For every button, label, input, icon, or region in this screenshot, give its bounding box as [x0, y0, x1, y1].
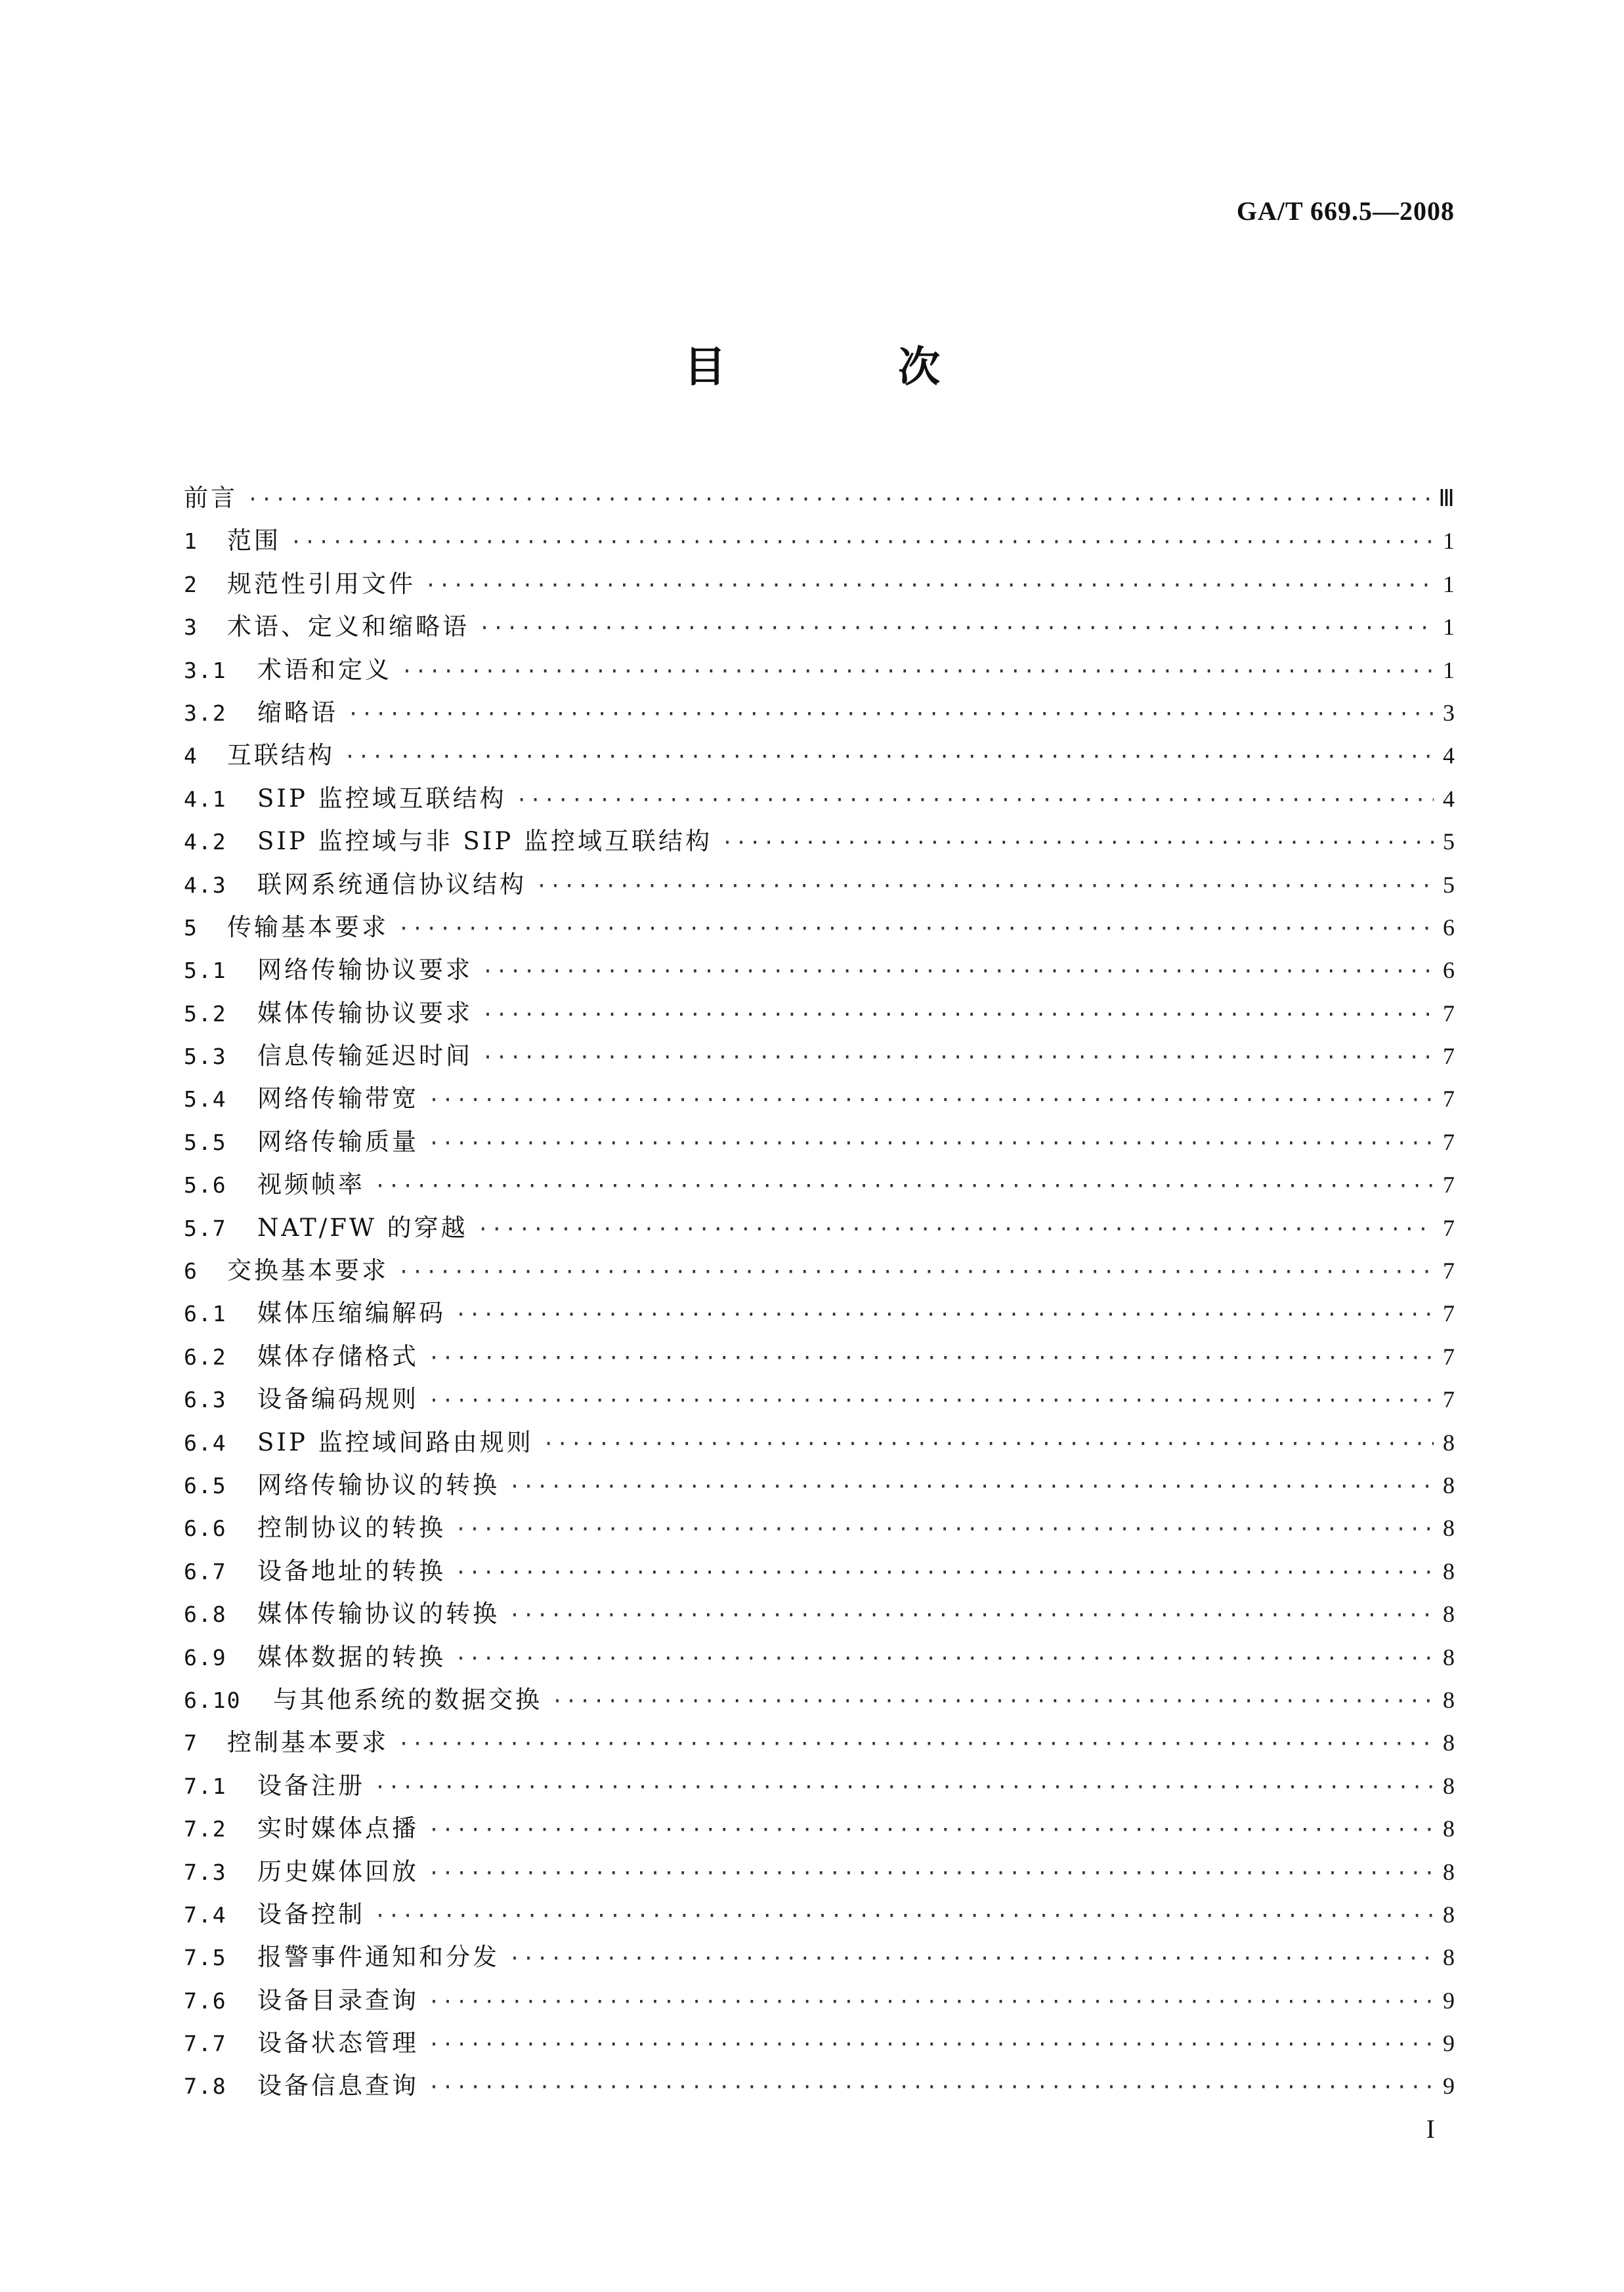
- toc-entry-number: 6.7: [184, 1558, 227, 1584]
- toc-entry-page: 1: [1443, 614, 1455, 641]
- toc-entry-number: 6.4: [184, 1430, 227, 1456]
- toc-entry[interactable]: [184, 1122, 1455, 1164]
- toc-entry-number: 7.2: [184, 1816, 227, 1842]
- toc-entry-number: 7: [184, 1730, 198, 1756]
- toc-entry-page: 7: [1443, 1258, 1455, 1284]
- toc-entry[interactable]: [184, 520, 1455, 563]
- toc-entry-label: SIP 监控域与非 SIP 监控域互联结构: [257, 827, 712, 856]
- toc-leader-dots: [398, 1261, 1434, 1284]
- toc-entry-label: 交换基本要求: [227, 1256, 389, 1285]
- toc-entry-page: 1: [1443, 656, 1455, 683]
- toc-entry-label: 网络传输协议的转换: [257, 1470, 500, 1499]
- toc-leader-dots: [398, 1733, 1434, 1756]
- toc-leader-dots: [347, 703, 1434, 726]
- toc-leader-dots: [290, 531, 1434, 554]
- toc-entry-number: 6.10: [184, 1687, 242, 1713]
- toc-leader-dots: [536, 875, 1434, 898]
- toc-entry-number: 6.8: [184, 1602, 227, 1628]
- toc-entry-page: 7: [1443, 1043, 1455, 1070]
- toc-leader-dots: [516, 789, 1434, 812]
- toc-entry-number: 6.3: [184, 1387, 227, 1413]
- toc-entry-label: 网络传输带宽: [257, 1084, 419, 1113]
- toc-leader-dots: [551, 1690, 1434, 1713]
- toc-entry[interactable]: [184, 1722, 1455, 1765]
- toc-entry-label: 报警事件通知和分发: [257, 1943, 500, 1972]
- toc-entry-label: 设备控制: [257, 1899, 365, 1928]
- toc-entry-page: 8: [1443, 1944, 1455, 1971]
- toc-entry[interactable]: [184, 1637, 1455, 1680]
- toc-leader-dots: [721, 832, 1434, 855]
- toc-entry[interactable]: [184, 1465, 1455, 1508]
- toc-entry-label: 控制基本要求: [227, 1728, 389, 1757]
- toc-entry-label: 信息传输延迟时间: [257, 1042, 473, 1071]
- toc-leader-dots: [344, 746, 1434, 769]
- toc-entry-number: 5: [184, 914, 198, 941]
- toc-entry-page: 1: [1443, 528, 1455, 555]
- toc-entry-page: 7: [1443, 1214, 1455, 1241]
- toc-entry-page: 7: [1443, 1343, 1455, 1370]
- toc-entry[interactable]: [184, 735, 1455, 778]
- toc-entry[interactable]: [184, 564, 1455, 606]
- toc-entry-number: 5.5: [184, 1129, 227, 1155]
- toc-entry-page: 9: [1443, 2030, 1455, 2057]
- toc-entry-page: 1: [1443, 570, 1455, 597]
- toc-entry-label: 历史媒体回放: [257, 1857, 419, 1886]
- toc-entry-number: 7.3: [184, 1859, 227, 1885]
- toc-leader-dots: [428, 1991, 1434, 2014]
- toc-leader-dots: [455, 1518, 1434, 1541]
- toc-entry-label: 联网系统通信协议结构: [257, 870, 526, 899]
- toc-entry-number: 5.6: [184, 1172, 227, 1199]
- toc-entry-page: 6: [1443, 914, 1455, 941]
- toc-entry-number: 3: [184, 614, 198, 641]
- toc-entry-label: 视频帧率: [257, 1170, 365, 1199]
- toc-entry-page: 4: [1443, 785, 1455, 812]
- toc-entry-number: 6.9: [184, 1644, 227, 1670]
- toc-entry[interactable]: [184, 1594, 1455, 1636]
- toc-entry-label: 前言: [184, 484, 238, 512]
- toc-entry-label: SIP 监控域互联结构: [257, 784, 507, 813]
- toc-entry[interactable]: [184, 1980, 1455, 2023]
- toc-entry-page: 8: [1443, 1515, 1455, 1542]
- toc-entry-number: 6.6: [184, 1516, 227, 1542]
- toc-entry[interactable]: [184, 1422, 1455, 1465]
- toc-entry-page: 8: [1443, 1730, 1455, 1756]
- toc-entry-page: 5: [1443, 828, 1455, 855]
- toc-entry-page: Ⅲ: [1438, 485, 1455, 511]
- toc-entry-number: 4.2: [184, 829, 227, 855]
- page-title: 目 次: [683, 343, 1019, 392]
- toc-entry-label: SIP 监控域间路由规则: [257, 1428, 534, 1456]
- toc-leader-dots: [428, 2076, 1434, 2099]
- toc-entry[interactable]: [184, 1379, 1455, 1422]
- toc-entry-number: 3.2: [184, 700, 227, 726]
- toc-entry[interactable]: [184, 1164, 1455, 1207]
- toc-entry-label: 媒体压缩编解码: [257, 1299, 446, 1328]
- table-of-contents: [184, 478, 1455, 2109]
- toc-entry-label: 术语、定义和缩略语: [227, 612, 469, 641]
- toc-entry-number: 5.1: [184, 958, 227, 984]
- toc-leader-dots: [428, 2033, 1434, 2056]
- toc-entry[interactable]: [184, 1250, 1455, 1293]
- toc-entry-label: 设备信息查询: [257, 2071, 419, 2100]
- toc-entry-number: 7.6: [184, 1987, 227, 2014]
- toc-entry-number: 1: [184, 528, 198, 555]
- toc-entry-number: 7.4: [184, 1901, 227, 1928]
- toc-entry-page: 8: [1443, 1901, 1455, 1928]
- toc-leader-dots: [543, 1433, 1434, 1456]
- toc-leader-dots: [477, 1218, 1434, 1241]
- toc-entry-label: 范围: [227, 526, 281, 555]
- toc-leader-dots: [479, 617, 1434, 640]
- toc-entry-number: 5.2: [184, 1000, 227, 1027]
- toc-entry-page: 7: [1443, 1172, 1455, 1199]
- toc-entry-number: 3.1: [184, 657, 227, 683]
- toc-entry[interactable]: [184, 1937, 1455, 1980]
- toc-leader-dots: [509, 1604, 1434, 1627]
- toc-entry-number: 5.4: [184, 1086, 227, 1113]
- toc-entry[interactable]: [184, 1036, 1455, 1078]
- toc-entry-page: 6: [1443, 957, 1455, 984]
- toc-entry[interactable]: [184, 1208, 1455, 1250]
- toc-entry-page: 4: [1443, 742, 1455, 769]
- toc-entry-label: 媒体传输协议要求: [257, 998, 473, 1027]
- toc-entry[interactable]: [184, 1078, 1455, 1121]
- toc-entry[interactable]: [184, 1551, 1455, 1594]
- toc-leader-dots: [374, 1905, 1434, 1928]
- toc-entry-number: 6.2: [184, 1344, 227, 1370]
- toc-entry-number: 4.3: [184, 872, 227, 898]
- toc-leader-dots: [428, 1347, 1434, 1370]
- toc-entry-label: 设备注册: [257, 1771, 365, 1800]
- toc-entry-label: 设备目录查询: [257, 1985, 419, 2014]
- toc-entry-number: 7.8: [184, 2073, 227, 2100]
- toc-entry-label: 设备地址的转换: [257, 1556, 446, 1585]
- toc-entry[interactable]: [184, 950, 1455, 992]
- toc-entry[interactable]: [184, 606, 1455, 649]
- toc-entry-number: 5.3: [184, 1044, 227, 1070]
- toc-entry-label: 传输基本要求: [227, 912, 389, 941]
- toc-entry-number: 6.1: [184, 1301, 227, 1327]
- toc-entry-label: 媒体传输协议的转换: [257, 1600, 500, 1628]
- toc-entry-page: 8: [1443, 1858, 1455, 1885]
- toc-entry-page: 8: [1443, 1601, 1455, 1628]
- toc-entry[interactable]: [184, 478, 1455, 520]
- toc-entry[interactable]: [184, 821, 1455, 864]
- toc-leader-dots: [455, 1304, 1434, 1326]
- toc-entry-number: 4.1: [184, 786, 227, 812]
- toc-leader-dots: [401, 660, 1434, 683]
- toc-leader-dots: [428, 1089, 1434, 1112]
- toc-entry-label: NAT/FW 的穿越: [257, 1213, 468, 1242]
- toc-entry-page: 3: [1443, 699, 1455, 726]
- toc-entry-label: 媒体数据的转换: [257, 1642, 446, 1671]
- toc-entry-page: 7: [1443, 1386, 1455, 1413]
- toc-entry[interactable]: [184, 1680, 1455, 1722]
- toc-entry[interactable]: [184, 650, 1455, 692]
- toc-leader-dots: [482, 1046, 1434, 1069]
- page-number: I: [1426, 2114, 1435, 2144]
- toc-entry[interactable]: [184, 1336, 1455, 1379]
- toc-leader-dots: [398, 918, 1434, 941]
- toc-entry-label: 术语和定义: [257, 655, 392, 684]
- toc-entry[interactable]: [184, 1766, 1455, 1808]
- toc-leader-dots: [482, 1004, 1434, 1027]
- toc-entry[interactable]: [184, 1808, 1455, 1851]
- toc-entry-label: 设备编码规则: [257, 1385, 419, 1414]
- toc-entry-number: 4: [184, 743, 198, 769]
- toc-entry[interactable]: [184, 1293, 1455, 1336]
- toc-entry-number: 6: [184, 1258, 198, 1284]
- toc-entry-number: 5.7: [184, 1215, 227, 1241]
- toc-entry-label: 控制协议的转换: [257, 1514, 446, 1542]
- toc-leader-dots: [425, 574, 1434, 597]
- toc-entry-label: 与其他系统的数据交换: [273, 1685, 542, 1714]
- toc-entry-label: 网络传输协议要求: [257, 956, 473, 985]
- toc-entry-number: 7.5: [184, 1945, 227, 1971]
- toc-entry[interactable]: [184, 2023, 1455, 2066]
- toc-entry-label: 实时媒体点播: [257, 1814, 419, 1843]
- toc-entry[interactable]: [184, 864, 1455, 907]
- toc-leader-dots: [509, 1947, 1434, 1970]
- toc-entry[interactable]: [184, 778, 1455, 821]
- toc-entry-page: 9: [1443, 2073, 1455, 2100]
- toc-entry[interactable]: [184, 1508, 1455, 1550]
- toc-entry-page: 8: [1443, 1472, 1455, 1498]
- toc-entry-page: 8: [1443, 1429, 1455, 1456]
- toc-leader-dots: [482, 960, 1434, 983]
- toc-entry-page: 9: [1443, 1987, 1455, 2014]
- toc-leader-dots: [428, 1390, 1434, 1412]
- toc-entry-page: 8: [1443, 1644, 1455, 1670]
- toc-entry[interactable]: [184, 1894, 1455, 1937]
- toc-entry-page: 5: [1443, 871, 1455, 898]
- toc-entry-page: 8: [1443, 1558, 1455, 1584]
- toc-entry-page: 7: [1443, 1300, 1455, 1327]
- toc-entry-number: 6.5: [184, 1472, 227, 1498]
- toc-entry-label: 互联结构: [227, 741, 335, 770]
- toc-leader-dots: [455, 1647, 1434, 1670]
- toc-leader-dots: [247, 488, 1432, 511]
- toc-entry[interactable]: [184, 2066, 1455, 2108]
- toc-entry[interactable]: [184, 1852, 1455, 1894]
- toc-leader-dots: [374, 1175, 1434, 1198]
- toc-entry-label: 网络传输质量: [257, 1127, 419, 1156]
- toc-entry-number: 2: [184, 571, 198, 597]
- toc-leader-dots: [428, 1132, 1434, 1155]
- toc-entry[interactable]: [184, 907, 1455, 950]
- toc-entry-page: 8: [1443, 1815, 1455, 1842]
- toc-entry-page: 7: [1443, 1000, 1455, 1027]
- toc-entry[interactable]: [184, 692, 1455, 735]
- toc-entry-label: 设备状态管理: [257, 2029, 419, 2058]
- toc-leader-dots: [428, 1819, 1434, 1842]
- toc-entry-page: 8: [1443, 1686, 1455, 1713]
- toc-entry[interactable]: [184, 993, 1455, 1036]
- toc-entry-label: 缩略语: [257, 698, 338, 727]
- toc-leader-dots: [374, 1776, 1434, 1799]
- toc-leader-dots: [428, 1862, 1434, 1885]
- toc-entry-page: 7: [1443, 1128, 1455, 1155]
- toc-leader-dots: [455, 1561, 1434, 1584]
- toc-entry-number: 7.7: [184, 2031, 227, 2057]
- toc-entry-label: 规范性引用文件: [227, 569, 416, 598]
- toc-leader-dots: [509, 1475, 1434, 1498]
- toc-entry-page: 8: [1443, 1772, 1455, 1799]
- toc-entry-label: 媒体存储格式: [257, 1342, 419, 1370]
- toc-entry-number: 7.1: [184, 1773, 227, 1799]
- toc-entry-page: 7: [1443, 1086, 1455, 1113]
- standard-number: GA/T 669.5—2008: [1236, 196, 1455, 226]
